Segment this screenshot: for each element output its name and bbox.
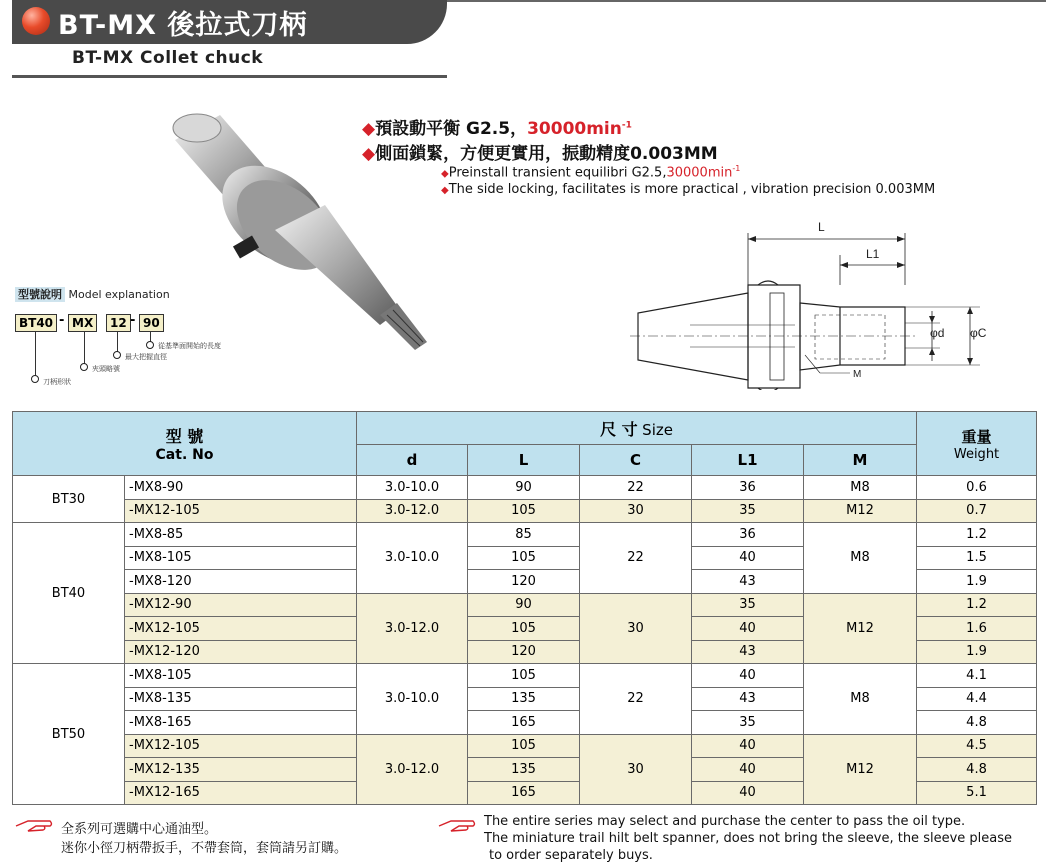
note-length: 從基準面開始的長度 [158,342,221,350]
feature-balance: ◆預設動平衡 G2.5，$30000\min^{-1}$ [362,119,632,139]
model-cell: -MX8-165 [125,711,357,735]
top-rule [440,0,1046,2]
group-label: BT50 [13,664,125,805]
L-cell: 135 [468,687,580,711]
header-size: 尺 寸 Size [357,412,917,445]
model-cell: -MX8-135 [125,687,357,711]
model-cell: -MX12-105 [125,734,357,758]
subtitle-rule [12,75,447,78]
L1-cell: 40 [692,617,804,641]
table-row [13,593,1037,617]
L1-cell: 43 [692,570,804,594]
model-code-type: MX [68,314,97,332]
L1-cell: 40 [692,781,804,805]
weight-cell: 1.5 [917,546,1037,570]
footnote-en-2: The miniature trail hilt belt spanner, does not bring the sleeve, the sleeve please [484,831,1012,846]
note-diameter: 最大把握直徑 [125,353,167,361]
M-cell: M8 [804,476,917,500]
L-cell: 105 [468,499,580,523]
model-cell: -MX8-105 [125,546,357,570]
model-code-length: 90 [139,314,164,332]
table-row [13,523,1037,547]
weight-cell: 1.2 [917,593,1037,617]
L-cell: 165 [468,781,580,805]
weight-cell: 1.6 [917,617,1037,641]
L-cell: 165 [468,711,580,735]
weight-cell: 4.8 [917,711,1037,735]
weight-cell: 4.1 [917,664,1037,688]
circle-marker [31,375,39,383]
weight-cell: 0.7 [917,499,1037,523]
weight-cell: 4.5 [917,734,1037,758]
d-cell: 3.0-10.0 [357,476,468,500]
technical-drawing [630,215,1010,390]
header-C: C [580,445,692,476]
feature-balance-en: ◆Preinstall transient equilibri $G2.5,30000\min^{-1}$ [441,164,741,181]
model-dash: - [59,313,65,328]
model-code-diameter: 12 [106,314,131,332]
L1-cell: 36 [692,476,804,500]
model-cell: -MX12-105 [125,499,357,523]
C-cell: 30 [580,499,692,523]
L-cell: 105 [468,664,580,688]
model-cell: -MX12-165 [125,781,357,805]
model-cell: -MX8-105 [125,664,357,688]
model-dash: - [130,313,136,328]
dim-M-label: M [853,369,862,380]
L1-cell: 36 [692,523,804,547]
model-cell: -MX8-85 [125,523,357,547]
pointing-hand-icon [437,818,477,834]
M-cell: M12 [804,593,917,664]
header-M: M [804,445,917,476]
model-cell: -MX8-90 [125,476,357,500]
L1-cell: 40 [692,758,804,782]
model-cell: -MX12-120 [125,640,357,664]
C-cell: 22 [580,664,692,735]
weight-cell: 1.9 [917,570,1037,594]
weight-cell: 4.8 [917,758,1037,782]
C-cell: 30 [580,734,692,805]
L1-cell: 35 [692,593,804,617]
L-cell: 85 [468,523,580,547]
model-explanation-heading: 型號說明 Model explanation [15,286,170,302]
weight-cell: 0.6 [917,476,1037,500]
group-label: BT30 [13,476,125,523]
dim-L-label: L [818,220,825,234]
M-cell: M12 [804,499,917,523]
M-cell: M8 [804,664,917,735]
pointing-hand-icon [14,818,54,834]
header-L: L [468,445,580,476]
L1-cell: 43 [692,640,804,664]
footnote-zh-2: 迷你小徑刀柄帶扳手，不帶套筒，套筒請另訂購。 [61,841,348,856]
L-cell: 120 [468,640,580,664]
C-cell: 22 [580,476,692,500]
note-shank: 刀柄形狀 [43,378,71,386]
circle-marker [113,351,121,359]
d-cell: 3.0-12.0 [357,499,468,523]
dim-L1-label: L1 [866,247,880,261]
leader-line [35,332,36,376]
weight-cell: 4.4 [917,687,1037,711]
weight-cell: 1.2 [917,523,1037,547]
footnote-en-3: to order separately buys. [489,848,653,863]
spec-table [12,411,1037,805]
weight-cell: 1.9 [917,640,1037,664]
footnote-zh-1: 全系列可選購中心通油型。 [61,822,218,837]
dim-C-label: φC [970,326,987,340]
header-L1: L1 [692,445,804,476]
L-cell: 135 [468,758,580,782]
model-cell: -MX8-120 [125,570,357,594]
table-row [13,476,1037,500]
M-cell: M12 [804,734,917,805]
group-label: BT40 [13,523,125,664]
M-cell: M8 [804,523,917,594]
leader-line [84,332,85,364]
footnote-en-1: The entire series may select and purchase the center to pass the oil type. [484,814,966,829]
circle-marker [146,341,154,349]
L-cell: 90 [468,593,580,617]
page-title: BT-MX 後拉式刀柄 [58,10,308,41]
table-row [13,664,1037,688]
d-cell: 3.0-10.0 [357,523,468,594]
page-subtitle: BT-MX Collet chuck [72,48,264,68]
L-cell: 120 [468,570,580,594]
note-collet: 夾頭略號 [92,365,120,373]
L-cell: 105 [468,546,580,570]
red-ball-icon [22,7,50,35]
header-weight: 重量 Weight [917,412,1037,476]
header-d: d [357,445,468,476]
L1-cell: 40 [692,546,804,570]
leader-line [117,332,118,352]
feature-side-lock-en: ◆The side locking, facilitates is more practical , vibration precision 0.003MM [441,182,936,197]
model-cell: -MX12-135 [125,758,357,782]
L-cell: 105 [468,734,580,758]
d-cell: 3.0-10.0 [357,664,468,735]
d-cell: 3.0-12.0 [357,734,468,805]
L-cell: 90 [468,476,580,500]
C-cell: 22 [580,523,692,594]
L1-cell: 43 [692,687,804,711]
circle-marker [80,363,88,371]
dim-d-label: φd [930,326,945,340]
weight-cell: 5.1 [917,781,1037,805]
L1-cell: 35 [692,499,804,523]
L1-cell: 40 [692,664,804,688]
d-cell: 3.0-12.0 [357,593,468,664]
feature-side-lock: ◆側面鎖緊，方便更實用，振動精度0.003MM [362,144,718,164]
L-cell: 105 [468,617,580,641]
table-row [13,734,1037,758]
model-cell: -MX12-90 [125,593,357,617]
C-cell: 30 [580,593,692,664]
L1-cell: 40 [692,734,804,758]
model-code-series: BT40 [15,314,57,332]
L1-cell: 35 [692,711,804,735]
header-cat-no: 型 號 Cat. No [13,412,357,476]
model-cell: -MX12-105 [125,617,357,641]
table-row [13,499,1037,523]
